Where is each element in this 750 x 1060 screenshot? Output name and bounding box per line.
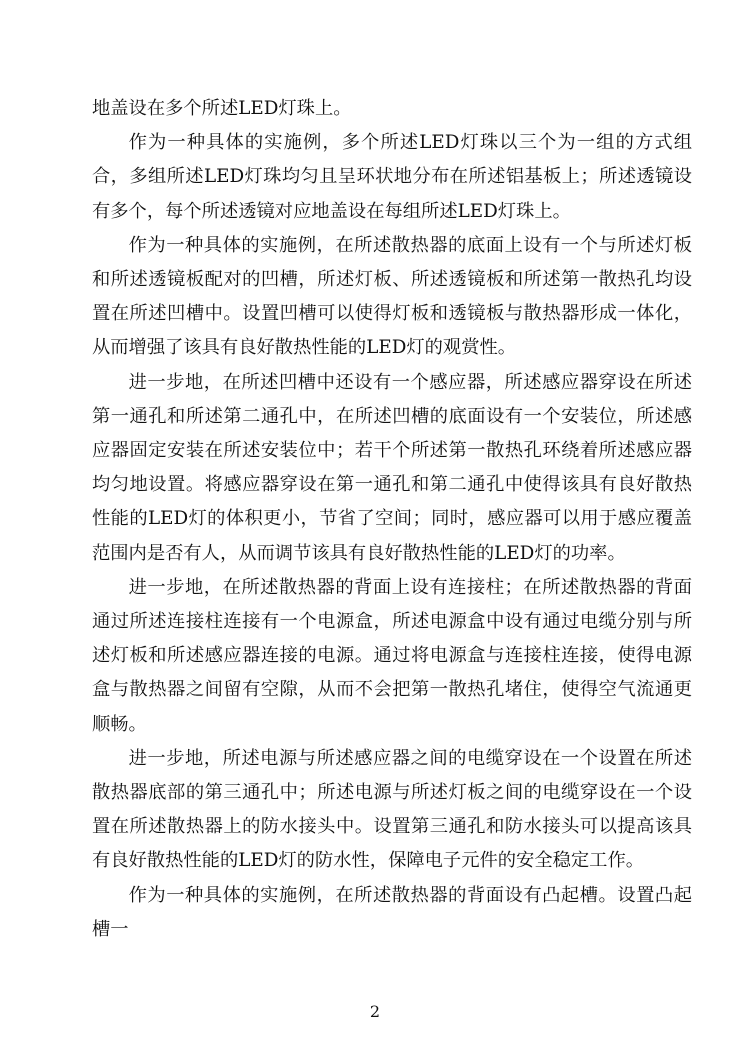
paragraph: 进一步地，所述电源与所述感应器之间的电缆穿设在一个设置在所述散热器底部的第三通孔中；所述电源与所述灯板之间的电缆穿设在一个设置在所述散热器上的防水接头中。设置第三通孔和防水接头可以提高该具有良好散热性能的LED灯的防水性，保障电子元件的安全稳定工作。 [92, 747, 692, 872]
paragraph: 作为一种具体的实施例，多个所述LED灯珠以三个为一组的方式组合，多组所述LED灯珠均匀且呈环状地分布在所述铝基板上；所述透镜设有多个，每个所述透镜对应地盖设在每组所述LED灯珠上。 [92, 132, 692, 222]
paragraph: 进一步地，在所述凹槽中还设有一个感应器，所述感应器穿设在所述第一通孔和所述第二通孔中，在所述凹槽的底面设有一个安装位，所述感应器固定安装在所述安装位中；若干个所述第一散热孔环绕着所述感应器均匀地设置。将感应器穿设在第一通孔和第二通孔中使得该具有良好散热性能的LED灯的体积更小，节省了空间；同时，感应器可以用于感应覆盖范围内是否有人，从而调节该具有良好散热性能的LED灯的功率。 [92, 371, 692, 564]
paragraph: 作为一种具体的实施例，在所述散热器的底面上设有一个与所述灯板和所述透镜板配对的凹槽，所述灯板、所述透镜板和所述第一散热孔均设置在所述凹槽中。设置凹槽可以使得灯板和透镜板与散热器形成一体化，从而增强了该具有良好散热性能的LED灯的观赏性。 [92, 234, 692, 359]
paragraph: 地盖设在多个所述LED灯珠上。 [92, 98, 352, 119]
paragraph: 作为一种具体的实施例，在所述散热器的背面设有凸起槽。设置凸起槽一 [92, 884, 692, 940]
body-text [92, 92, 692, 947]
page-number: 2 [369, 1002, 381, 1021]
paragraph: 进一步地，在所述散热器的背面上设有连接柱；在所述散热器的背面通过所述连接柱连接有一个电源盒，所述电源盒中设有通过电缆分别与所述灯板和所述感应器连接的电源。通过将电源盒与连接柱连接，使得电源盒与散热器之间留有空隙，从而不会把第一散热孔堵住，使得空气流通更顺畅。 [92, 576, 692, 735]
